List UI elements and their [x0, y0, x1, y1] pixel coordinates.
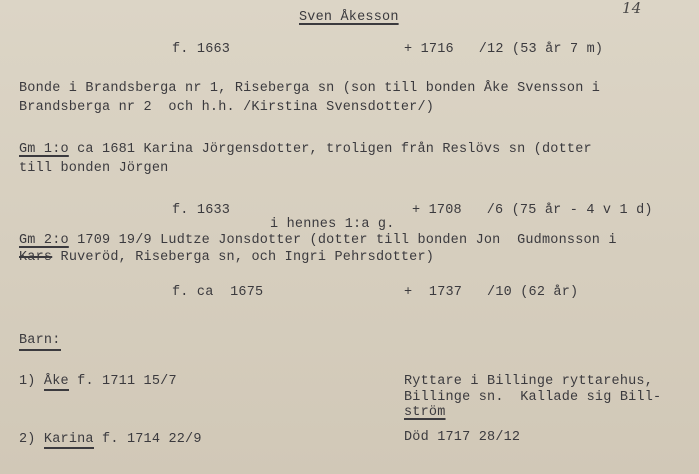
- person-description-line-2: Brandsberga nr 2 och h.h. /Kirstina Svensdotter/): [19, 100, 435, 115]
- person-title: Sven Åkesson: [299, 10, 399, 25]
- marriage-2-death: + 1737 /10 (62 år): [404, 285, 579, 300]
- child-2-number: 2): [19, 432, 36, 447]
- marriage-2-prefix: Gm 2:o: [19, 233, 69, 248]
- marriage-2-line-2: [19, 250, 434, 266]
- marriage-1-death: + 1708 /6 (75 år - 4 v 1 d): [412, 203, 653, 218]
- child-1-name: Åke: [43, 374, 69, 389]
- marriage-2-line-1: [19, 233, 617, 249]
- marriage-1-line-1: [19, 142, 592, 158]
- person-birth: f. 1663: [172, 42, 231, 57]
- marriage-1-birth: f. 1633: [172, 203, 231, 218]
- child-2-born: f. 1714 22/9: [102, 432, 202, 447]
- child-1-row: [19, 374, 177, 390]
- marriage-1-note: i hennes 1:a g.: [270, 217, 395, 232]
- page-number-handwritten: 14: [622, 0, 642, 17]
- marriage-2-struck-word: Kars: [19, 250, 53, 265]
- marriage-2-text-2: Ruveröd, Riseberga sn, och Ingri Pehrsdotter): [52, 250, 435, 265]
- marriage-2-birth: f. ca 1675: [172, 285, 264, 300]
- person-description-line-1: Bonde i Brandsberga nr 1, Riseberga sn (son till bonden Åke Svensson i: [19, 81, 601, 96]
- marriage-1-line-2: till bonden Jörgen: [19, 161, 169, 176]
- person-death: + 1716 /12 (53 år 7 m): [404, 42, 604, 57]
- child-2-row: [19, 432, 202, 448]
- child-1-note-line-2: Billinge sn. Kallade sig Bill-: [404, 390, 662, 405]
- children-heading: Barn:: [19, 333, 61, 351]
- child-1-note-line-3: ström: [404, 405, 446, 420]
- child-2-note-line-1: Död 1717 28/12: [404, 430, 521, 445]
- child-1-note-line-1: Ryttare i Billinge ryttarehus,: [404, 374, 654, 389]
- child-2-name: Karina: [43, 432, 94, 447]
- marriage-1-prefix: Gm 1:o: [19, 142, 69, 157]
- child-1-number: 1): [19, 374, 36, 389]
- marriage-1-text: ca 1681 Karina Jörgensdotter, troligen från Reslövs sn (dotter: [68, 142, 592, 157]
- child-1-born: f. 1711 15/7: [77, 374, 177, 389]
- marriage-2-text: 1709 19/9 Ludtze Jonsdotter (dotter till bonden Jon Gudmonsson i: [68, 233, 617, 248]
